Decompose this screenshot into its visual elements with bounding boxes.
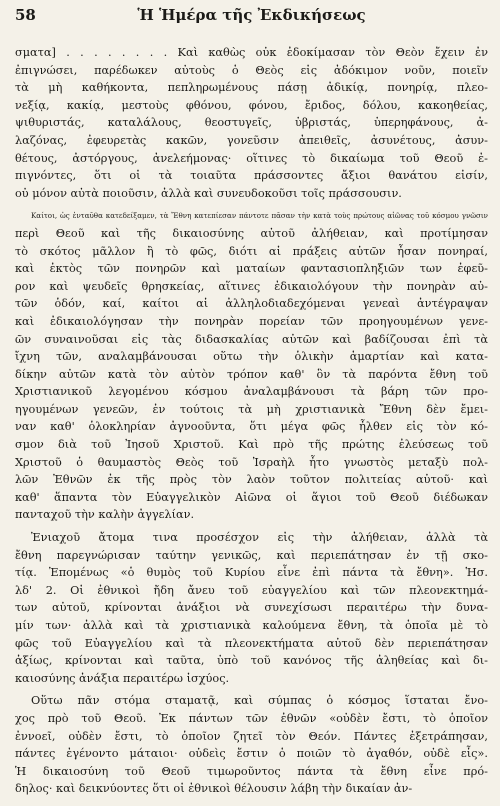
text-line: ηγουμένων γενεῶν, ἐν τούτοις τὰ μὴ χριστιανικὰ Ἔθνη δὲν ἔμει- [15, 402, 488, 416]
text-line: ἐννοεῖ, οὐδὲν ἔστι, τὸ ὁποῖον ζητεῖ τὸν Θεόν. Πάντες ἐξετράπησαν, [15, 729, 488, 743]
text-line: καιοσύνης ἀνάξια περαιτέρω ἰσχύος. [15, 671, 230, 685]
text-line: περὶ Θεοῦ καὶ τῆς δικαιοσύνης αὐτοῦ ἀλήθειαν, καὶ προτίμησαν [15, 226, 488, 240]
page-number: 58 [15, 6, 36, 24]
text-line: Ἡ δικαιοσύνη τοῦ Θεοῦ τιμωροῦντος πάντα τὰ ἔθνη εἶνε πρό- [15, 764, 488, 778]
body-text [15, 44, 488, 798]
text-line: τίᾳ. Ἐπομένως «ὁ θυμὸς τοῦ Κυρίου εἶνε ἐπὶ πάντα τὰ ἔθνη». Ἡσ. [15, 566, 488, 580]
text-line: πάντες ἐγένοντο μάταιοι· οὐδεὶς ἔστιν ὁ ποιῶν τὸ ἀγαθόν, οὐδὲ εἷς». [15, 747, 488, 761]
text-line: Χριστοῦ ὁ θαυμαστὸς Θεὸς τοῦ Ἰσραὴλ ἦτο γνωστὸς μεταξὺ πολ- [15, 455, 488, 469]
text-line: ἐπιγνώσει, παρέδωκεν αὐτοὺς ὁ Θεὸς εἰς ἀδόκιμον νοῦν, ποιεῖν [15, 63, 488, 77]
text-line: δηλος· καὶ δεικνύοντες ὅτι οἱ ἐθνικοὶ θέλουσιν λάβη τὴν δικαίαν ἀν- [15, 782, 413, 796]
text-line: ναν καθ' ὁλοκληρίαν ἀγνοοῦντα, ὅτι μέγα φῶς ἦλθεν εἰς τὸν κό- [15, 420, 488, 434]
text-line: σμον διὰ τοῦ Ἰησοῦ Χριστοῦ. Καὶ πρὸ τῆς πρώτης ἐλεύσεως τοῦ [15, 438, 488, 452]
text-line: ρον καὶ ψευδεῖς θρησκείας, αἵτινες ἐδικαιολόγουν τὴν πονηρὰν αὐ- [15, 279, 488, 293]
text-line: σματα] . . . . . . . . Καὶ καθὼς οὐκ ἐδοκίμασαν τὸν Θεὸν ἔχειν ἐν [15, 46, 488, 59]
text-line: ἀξίως, κρίνονται καὶ ταῦτα, ὑπὸ τοῦ κανόνος τῆς ἀληθείας καὶ δι- [15, 654, 488, 668]
text-line: των αὐτοῦ, κρίνονται ἀνάξιοι νὰ συνεχίσωσι περαιτέρω τὴν δυνα- [15, 601, 488, 615]
text-line: ψιθυριστάς, καταλάλους, θεοστυγεῖς, ὑβριστάς, ὑπερηφάνους, ἀ- [15, 116, 488, 130]
paragraph [15, 529, 488, 687]
text-line: τὸ σκότος μᾶλλον ἢ τὸ φῶς, διότι αἱ πράξεις αὐτῶν ἦσαν πονηραί, [15, 244, 488, 258]
text-line: τῶν ὁδόν, καί, καίτοι αἱ ἀλληλοδιαδεχόμεναι γενεαὶ ἀντέγραψαν [15, 297, 488, 311]
text-line: ἔθνη παρεγνώρισαν ταύτην γενικῶς, καὶ περιεπάτησαν ἐν τῇ σκο- [15, 548, 488, 562]
text-line: δίκην αὐτῶν κατὰ τὸν αὐτὸν τρόπον καθ' ὃν τὰ παρόντα ἔθνη τοῦ [15, 367, 488, 381]
text-line: ῶν συναινοῦσαι εἰς τὰς διδασκαλίας αὐτῶν καὶ βαδίζουσαι ἐπὶ τὰ [15, 332, 488, 346]
text-line: καὶ ἐδικαιολόγησαν τὴν πονηρὰν πορείαν τῶν προηγουμένων γενε- [15, 314, 488, 328]
paragraph [15, 44, 488, 202]
text-line: λαζόνας, ἐφευρετὰς κακῶν, γονεῦσιν ἀπειθεῖς, ἀσυνέτους, ἀσυν- [15, 133, 488, 147]
text-line: καὶ ἐκτὸς τῶν πονηρῶν καὶ ματαίων φαντασιοπληξιῶν των ἐφεῦ- [15, 262, 488, 276]
text-line: λδ' 2. Οἱ ἐθνικοὶ ἤδη ἄνευ τοῦ εὐαγγελίου καὶ τῶν πλεονεκτημά- [15, 583, 488, 597]
text-line: λῶν Ἐθνῶν ἐκ τῆς πρὸς τὸν λαὸν τοῦτον πολιτείας αὐτοῦ· καὶ [15, 473, 488, 487]
running-title: Ἡ Ἡμέρα τῆς Ἐκδικήσεως [137, 6, 366, 24]
text-line: νεξίᾳ, κακίᾳ, μεστοὺς φθόνου, φόνου, ἔριδος, δόλου, κακοηθείας, [15, 98, 488, 112]
text-line: καθ' ἅπαντα τὸν Εὐαγγελικὸν Αἰῶνα οἱ ἅγιοι τοῦ Θεοῦ διέδωκαν [15, 490, 488, 504]
text-line: μίν των· ἀλλὰ καὶ τὰ χριστιανικὰ καλούμενα ἔθνη, τὰ ὁποῖα μὲ τὸ [15, 619, 488, 632]
text-line: Καίτοι, ὡς ἐνταῦθα κατεδείξαμεν, τὰ Ἔθνη κατεπίεσαν πάντοτε πᾶσαν τὴν κατὰ τοὺς πρώτους αἰῶνας τοῦ κόσμου γνῶσιν [31, 211, 488, 221]
text-line: θέτους, ἀστόργους, ἀνελεήμονας· οἵτινες τὸ δικαίωμα τοῦ Θεοῦ ἐ- [15, 151, 488, 165]
text-line: πιγνόντες, ὅτι οἱ τὰ τοιαῦτα πράσσοντες ἄξιοι θανάτου εἰσίν, [15, 169, 488, 183]
text-line: τὰ μὴ καθήκοντα, πεπληρωμένους πάσῃ ἀδικίᾳ, πονηρίᾳ, πλεο- [15, 81, 488, 95]
text-line: οὐ μόνον αὐτὰ ποιοῦσιν, ἀλλὰ καὶ συνευδοκοῦσι τοῖς πράσσουσιν. [15, 186, 402, 200]
page-header [15, 6, 488, 30]
text-line: Χριστιανικοῦ λεγομένου κόσμου ἀναλαμβάνουσι τὰ βάρη τῶν προ- [15, 385, 488, 399]
paragraph [15, 207, 488, 524]
text-line: Οὕτω πᾶν στόμα σταματᾷ, καὶ σύμπας ὁ κόσμος ἵσταται ἔνο- [31, 694, 488, 708]
text-line: χος πρὸ τοῦ Θεοῦ. Ἐκ πάντων τῶν ἐθνῶν «οὐδὲν ἔστι, τὸ ὁποῖον [15, 711, 488, 725]
text-line: φῶς τοῦ Εὐαγγελίου καὶ τὰ πλεονεκτήματα αὐτοῦ δὲν περιεπάτησαν [15, 636, 488, 650]
paragraph [15, 692, 488, 798]
text-line: ἴχνη τῶν, αναλαμβάνουσαι οὕτω τὴν ὁλικὴν ἁμαρτίαν καὶ κατα- [15, 350, 488, 364]
text-line: πανταχοῦ τὴν καλὴν ἀγγελίαν. [15, 508, 195, 522]
text-line: Ἐνιαχοῦ ἄτομα τινα προσέσχον εἰς τὴν ἀλήθειαν, ἀλλὰ τὰ [31, 531, 488, 545]
